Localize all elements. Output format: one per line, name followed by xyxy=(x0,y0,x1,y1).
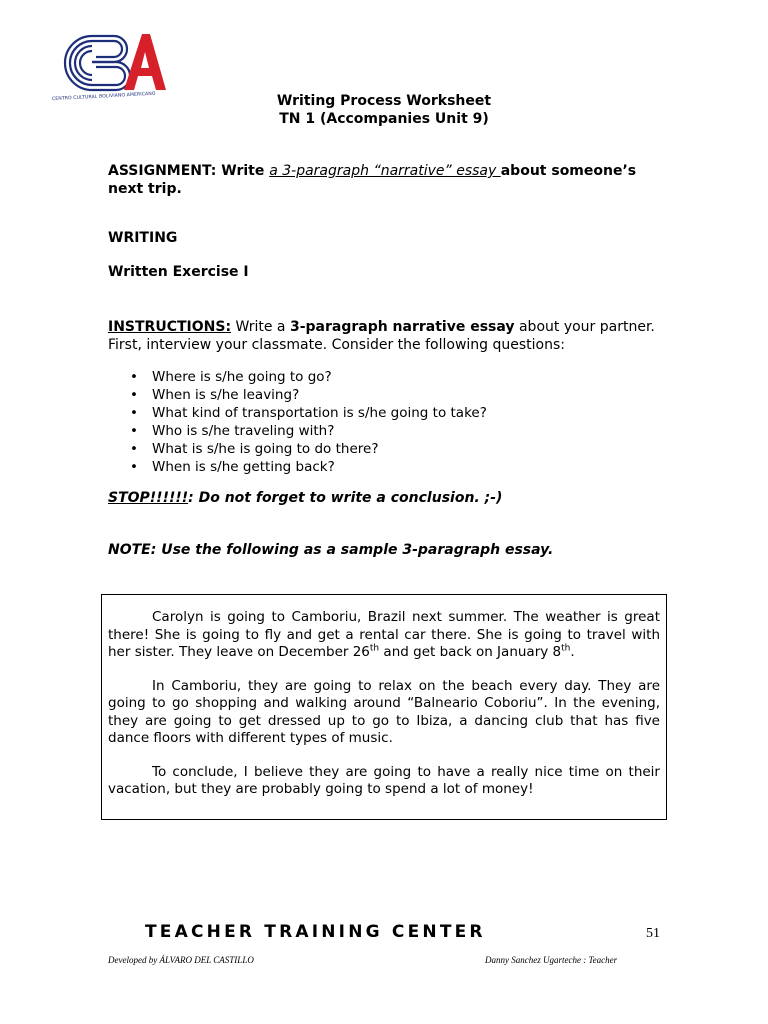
assignment-rest: about someone’s next trip. xyxy=(108,163,637,197)
instructions-bold: 3-paragraph narrative essay xyxy=(289,319,515,335)
logo-tagline: CENTRO CULTURAL BOLIVIANO AMERICANO xyxy=(51,91,156,103)
instructions-text-1: Write a xyxy=(231,319,290,335)
question-list xyxy=(128,368,628,476)
instructions-text-2: about your partner. First, interview your classmate. Consider the following questions: xyxy=(108,319,655,353)
bullet-icon: • xyxy=(130,423,138,439)
worksheet-subtitle: TN 1 (Accompanies Unit 9) xyxy=(279,111,489,127)
instructions xyxy=(108,318,668,354)
stop-text: : Do not forget to write a conclusion. ;-) xyxy=(188,490,503,506)
bullet-icon: • xyxy=(130,405,138,421)
exercise-heading: Written Exercise I xyxy=(108,264,249,280)
teacher-credit: Danny Sanchez Ugarteche : Teacher xyxy=(485,955,618,965)
developer-credit: Developed by ÁLVARO DEL CASTILLO xyxy=(108,955,254,965)
assignment-underlined: a 3-paragraph “narrative” essay xyxy=(269,163,501,179)
list-item: • Who is s/he traveling with? xyxy=(130,423,335,439)
list-item: • What is s/he is going to do there? xyxy=(130,441,379,457)
stop-label: STOP!!!!!! xyxy=(108,490,189,506)
bullet-icon: • xyxy=(130,369,138,385)
list-item: • What kind of transportation is s/he going to take? xyxy=(130,405,487,421)
page-number: 51 xyxy=(646,926,660,941)
bullet-icon: • xyxy=(130,387,138,403)
writing-heading: WRITING xyxy=(108,230,178,246)
sample-essay-box xyxy=(101,594,667,820)
essay-paragraph-1: Carolyn is going to Camboriu, Brazil next summer. The weather is great there! She is going to fly and get a rental car there. She is going to travel with her sister. They leave on December 26th and get back on January 8th. xyxy=(108,609,660,660)
list-item: • When is s/he leaving? xyxy=(130,387,300,403)
instructions-label: INSTRUCTIONS: xyxy=(108,319,232,335)
essay-paragraph-3: To conclude, I believe they are going to have a really nice time on their vacation, but they are probably going to spend a lot of money! xyxy=(108,763,660,797)
footer-title: TEACHER TRAINING CENTER xyxy=(145,922,486,942)
bullet-icon: • xyxy=(130,459,138,475)
assignment xyxy=(108,162,668,198)
essay-paragraph-2: In Camboriu, they are going to relax on the beach every day. They are going to go shopping and walking around “Balneario Coboriu”. In the evening, they are going to get dressed up to go to Ibiza, a dancing club that has five dance floors with different types of music. xyxy=(108,677,660,746)
assignment-label: ASSIGNMENT: Write xyxy=(108,163,270,179)
worksheet-title: Writing Process Worksheet xyxy=(276,93,492,109)
list-item: • When is s/he getting back? xyxy=(130,459,335,475)
list-item: • Where is s/he going to go? xyxy=(130,369,332,385)
stop-reminder xyxy=(108,490,502,506)
note: NOTE: Use the following as a sample 3-paragraph essay. xyxy=(108,542,554,558)
bullet-icon: • xyxy=(130,441,138,457)
